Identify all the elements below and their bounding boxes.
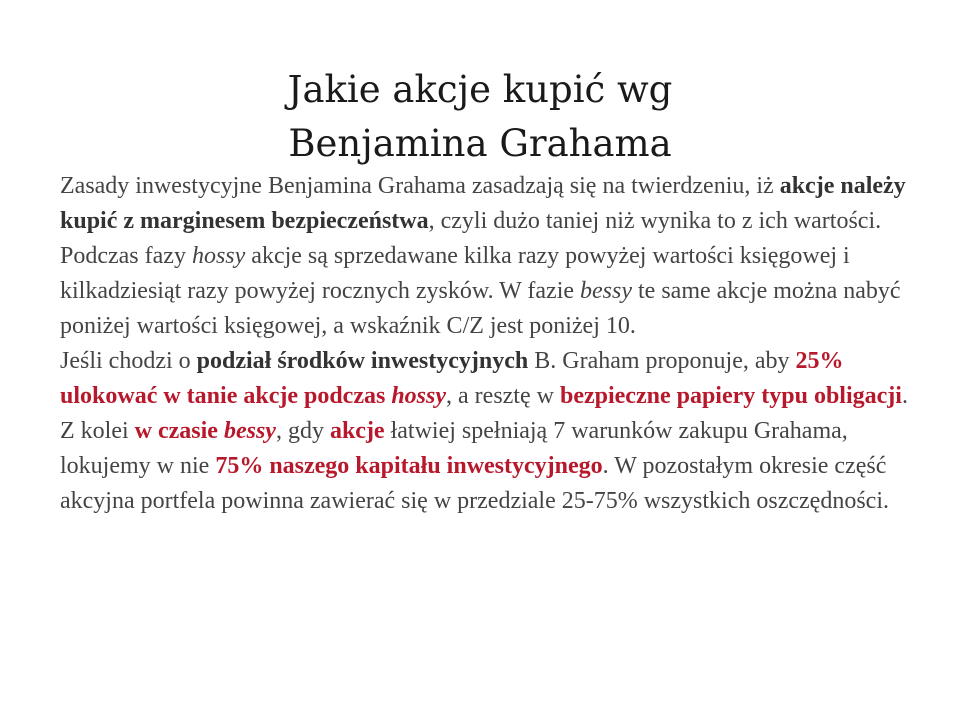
paragraph-market-phases xyxy=(60,239,920,344)
paragraph-margin-of-safety xyxy=(60,169,920,239)
emphasis-bold: podział środków inwestycyjnych xyxy=(196,348,529,374)
title-line-2: Benjamina Grahama xyxy=(288,121,672,165)
text: . Z kolei xyxy=(60,383,908,444)
slide-title xyxy=(200,63,760,171)
title-line-1: Jakie akcje kupić wg xyxy=(287,67,673,111)
text: łatwiej spełniają 7 warunków zakupu Grahama, lokujemy w nie xyxy=(60,418,848,479)
paragraph-allocation xyxy=(60,344,920,519)
text: Zasady inwestycyjne Benjamina Grahama zasadzają się na twierdzeniu, iż xyxy=(60,173,780,199)
slide-body xyxy=(60,169,920,519)
text: Podczas fazy xyxy=(60,243,192,269)
text: B. Graham proponuje, aby xyxy=(528,348,796,374)
emphasis-italic-hossy: hossy xyxy=(191,243,246,269)
text: . W pozostałym okresie część akcyjna portfela powinna zawierać się w przedziale 25-75% wszystkich oszczędności. xyxy=(60,453,889,514)
text: Jeśli chodzi o xyxy=(60,348,197,374)
highlight-red: akcje xyxy=(329,418,385,444)
text: , gdy xyxy=(275,418,330,444)
highlight-red-italic: hossy xyxy=(391,383,447,409)
text: , a resztę w xyxy=(446,383,560,409)
highlight-red-italic: bessy xyxy=(223,418,276,444)
text: , czyli dużo taniej niż wynika to z ich wartości. xyxy=(428,208,882,234)
emphasis-bold: akcje należy kupić z marginesem bezpieczeństwa xyxy=(60,173,906,234)
emphasis-italic-bessy: bessy xyxy=(580,278,632,304)
highlight-red: bezpieczne papiery typu obligacji xyxy=(559,383,902,409)
highlight-red: w czasie xyxy=(134,418,224,444)
highlight-red: 75% naszego kapitału inwestycyjnego xyxy=(215,453,603,479)
text: te same akcje można nabyć poniżej wartości księgowej, a wskaźnik C/Z jest poniżej 10. xyxy=(60,278,901,339)
highlight-red: 25% ulokować w tanie akcje podczas xyxy=(60,348,844,409)
text: akcje są sprzedawane kilka razy powyżej wartości księgowej i kilkadziesiąt razy powyżej rocznych zysków. W fazie xyxy=(60,243,850,304)
